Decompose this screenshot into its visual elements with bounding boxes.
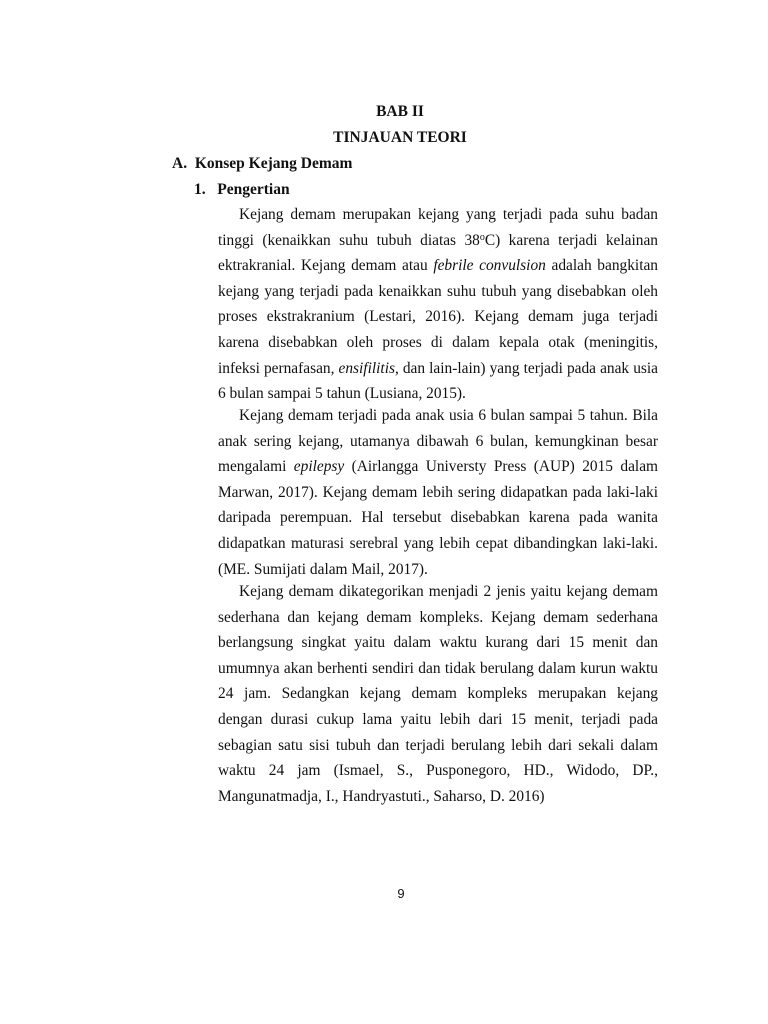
paragraph-text: (Airlangga Universty Press (AUP) 2015 dalam Marwan, 2017). Kejang demam lebih sering didapatkan pada laki-laki daripada perempuan. Hal tersebut disebabkan karena pada wanita didapatkan maturasi serebral yang lebih cepat dibandingkan laki-laki. (ME. Sumijati dalam Mail, 2017). bbox=[218, 458, 658, 578]
italic-term: ensifilitis bbox=[338, 359, 395, 377]
italic-term: epilepsy bbox=[293, 458, 345, 476]
paragraph-text: C) karena terjadi kelainan ektrakranial. Kejang demam atau bbox=[218, 231, 658, 275]
paragraph-definition bbox=[218, 202, 658, 407]
paragraph-text: Kejang demam terjadi pada anak usia 6 bulan sampai 5 tahun. Bila anak sering kejang, utamanya dibawah 6 bulan, kemungkinan besar mengalami bbox=[218, 407, 658, 476]
section-heading: A. Konsep Kejang Demam bbox=[172, 155, 353, 172]
chapter-title: TINJAUAN TEORI bbox=[333, 129, 467, 146]
subsection-heading: 1. Pengertian bbox=[194, 181, 290, 198]
paragraph-text: , dan lain-lain) yang terjadi pada anak usia 6 bulan sampai 5 tahun (Lusiana, 2015). bbox=[218, 359, 658, 403]
paragraph-text: Kejang demam merupakan kejang yang terjadi pada suhu badan tinggi (kenaikkan suhu tubuh diatas 38 bbox=[218, 206, 658, 249]
paragraph-epidemiology bbox=[218, 403, 658, 582]
degree-superscript: o bbox=[479, 231, 485, 243]
paragraph-text: Kejang demam dikategorikan menjadi 2 jenis yaitu kejang demam sederhana dan kejang demam kompleks. Kejang demam sederhana berlangsung singkat yaitu dalam waktu kurang dari 15 menit dan umumnya akan berhenti sendiri dan tidak berulang dalam kurun waktu 24 jam. Sedangkan kejang demam kompleks merupakan kejang dengan durasi cukup lama yaitu lebih dari 15 menit, terjadi pada sebagian satu sisi tubuh dan terjadi berulang lebih dari sekali dalam waktu 24 jam (Ismael, S., Pusponegoro, HD., Widodo, DP., Mangunatmadja, I., Handryastuti., Saharso, D. 2016) bbox=[218, 583, 658, 805]
italic-term: febrile convulsion bbox=[433, 257, 546, 275]
paragraph-classification bbox=[218, 579, 658, 809]
page-number: 9 bbox=[397, 886, 405, 901]
paragraph-text: adalah bangkitan kejang yang terjadi pada kenaikkan suhu tubuh yang disebabkan oleh proses ekstrakranium (Lestari, 2016). Kejang demam juga terjadi karena disebabkan oleh proses di dalam kepala otak (meningitis, infeksi pernafasan, bbox=[218, 257, 659, 377]
chapter-heading: BAB II bbox=[376, 103, 424, 120]
